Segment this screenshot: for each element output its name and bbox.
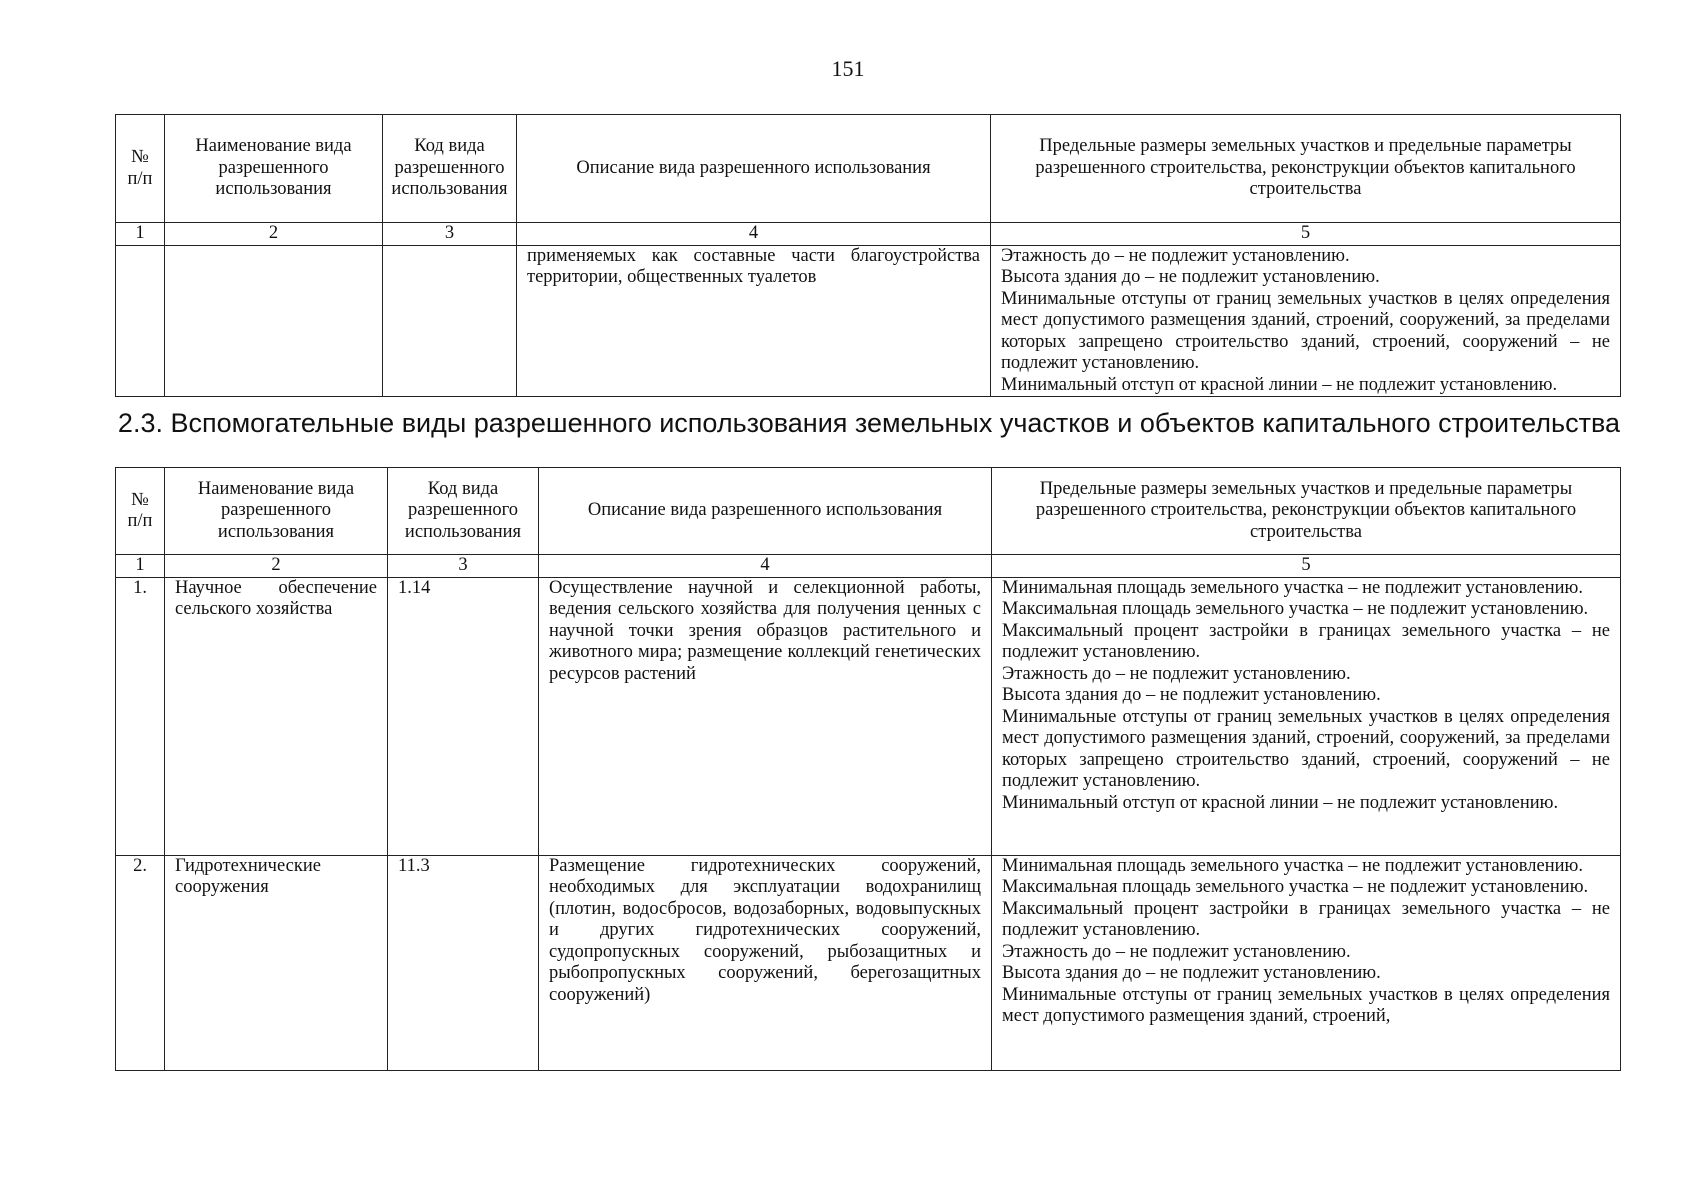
table-header-row xyxy=(116,468,1621,555)
param-line: Высота здания до – не подлежит установлению. xyxy=(1001,267,1380,287)
header-name: Наименование вида разрешенного использования xyxy=(165,115,383,223)
col-number: 1 xyxy=(116,555,165,578)
header-description: Описание вида разрешенного использования xyxy=(517,115,991,223)
col-number: 4 xyxy=(517,223,991,246)
param-line: Высота здания до – не подлежит установлению. xyxy=(1002,963,1381,983)
permitted-use-table-auxiliary xyxy=(115,467,1621,1071)
section-heading: 2.3. Вспомогательные виды разрешенного использования земельных участков и объектов капитального строительства xyxy=(117,408,1620,438)
row-num xyxy=(116,245,165,397)
col-number: 3 xyxy=(388,555,539,578)
column-number-row xyxy=(116,555,1621,578)
table-header-row xyxy=(116,115,1621,223)
param-line: Минимальные отступы от границ земельных участков в целях определения мест допустимого размещения зданий, строений, xyxy=(1002,984,1610,1026)
param-line: Минимальный отступ от красной линии – не подлежит установлению. xyxy=(1002,792,1559,813)
permitted-use-table-main-continuation xyxy=(115,114,1621,397)
col-number: 1 xyxy=(116,223,165,246)
header-params: Предельные размеры земельных участков и предельные параметры разрешенного строительства, реконструкции объектов капитального строительства xyxy=(992,468,1621,555)
row-code: 1.14 xyxy=(388,577,539,855)
header-name: Наименование вида разрешенного использования xyxy=(165,468,388,555)
row-description: Размещение гидротехнических сооружений, необходимых для эксплуатации водохранилищ (плотин, водосбросов, водозаборных, водовыпускных и других гидротехнических сооружений, судопропускных сооружений, рыбозащитных и рыбопропускных сооружений, берегозащитных сооружений) xyxy=(539,855,992,1070)
table-row xyxy=(116,577,1621,855)
column-number-row xyxy=(116,223,1621,246)
col-number: 2 xyxy=(165,223,383,246)
row-params xyxy=(991,245,1621,397)
header-description: Описание вида разрешенного использования xyxy=(539,468,992,555)
header-code: Код вида разрешенного использования xyxy=(388,468,539,555)
param-line: Минимальная площадь земельного участка – не подлежит установлению. xyxy=(1002,577,1583,598)
col-number: 3 xyxy=(383,223,517,246)
row-num: 2. xyxy=(116,855,165,1070)
col-number: 5 xyxy=(992,555,1621,578)
row-description: применяемых как составные части благоустройства территории, общественных туалетов xyxy=(517,245,991,397)
param-line: Этажность до – не подлежит установлению. xyxy=(1001,245,1350,266)
row-name: Научное обеспечение сельского хозяйства xyxy=(165,577,388,855)
param-line: Максимальная площадь земельного участка – не подлежит установлению. xyxy=(1002,877,1589,897)
col-number: 5 xyxy=(991,223,1621,246)
row-code: 11.3 xyxy=(388,855,539,1070)
param-line: Этажность до – не подлежит установлению. xyxy=(1002,663,1351,684)
param-line: Максимальный процент застройки в границах земельного участка – не подлежит установлению. xyxy=(1002,620,1610,662)
row-name xyxy=(165,245,383,397)
param-line: Минимальная площадь земельного участка – не подлежит установлению. xyxy=(1002,855,1583,876)
param-line: Минимальный отступ от красной линии – не подлежит установлению. xyxy=(1001,374,1558,395)
row-num: 1. xyxy=(116,577,165,855)
header-code: Код вида разрешенного использования xyxy=(383,115,517,223)
param-line: Минимальные отступы от границ земельных участков в целях определения мест допустимого размещения зданий, строений, сооружений, за пределами которых запрещено строительство зданий, строений, сооружений – не подлежит установлению. xyxy=(1001,288,1610,373)
param-line: Высота здания до – не подлежит установлению. xyxy=(1002,685,1381,705)
table-row xyxy=(116,855,1621,1070)
col-number: 4 xyxy=(539,555,992,578)
header-num: № п/п xyxy=(116,115,165,223)
row-description: Осуществление научной и селекционной работы, ведения сельского хозяйства для получения ценных с научной точки зрения образцов растительного и животного мира; размещение коллекций генетических ресурсов растений xyxy=(539,577,992,855)
header-num: № п/п xyxy=(116,468,165,555)
param-line: Максимальная площадь земельного участка – не подлежит установлению. xyxy=(1002,599,1589,619)
param-line: Максимальный процент застройки в границах земельного участка – не подлежит установлению. xyxy=(1002,898,1610,940)
row-params xyxy=(992,577,1621,855)
page-number: 151 xyxy=(831,56,865,81)
row-code xyxy=(383,245,517,397)
param-line: Минимальные отступы от границ земельных участков в целях определения мест допустимого размещения зданий, строений, сооружений, за пределами которых запрещено строительство зданий, строений, сооружений – не подлежит установлению. xyxy=(1002,706,1610,791)
row-name: Гидротехнические сооружения xyxy=(165,855,388,1070)
col-number: 2 xyxy=(165,555,388,578)
param-line: Этажность до – не подлежит установлению. xyxy=(1002,941,1351,962)
row-params xyxy=(992,855,1621,1070)
header-params: Предельные размеры земельных участков и предельные параметры разрешенного строительства, реконструкции объектов капитального строительства xyxy=(991,115,1621,223)
table-row xyxy=(116,245,1621,397)
